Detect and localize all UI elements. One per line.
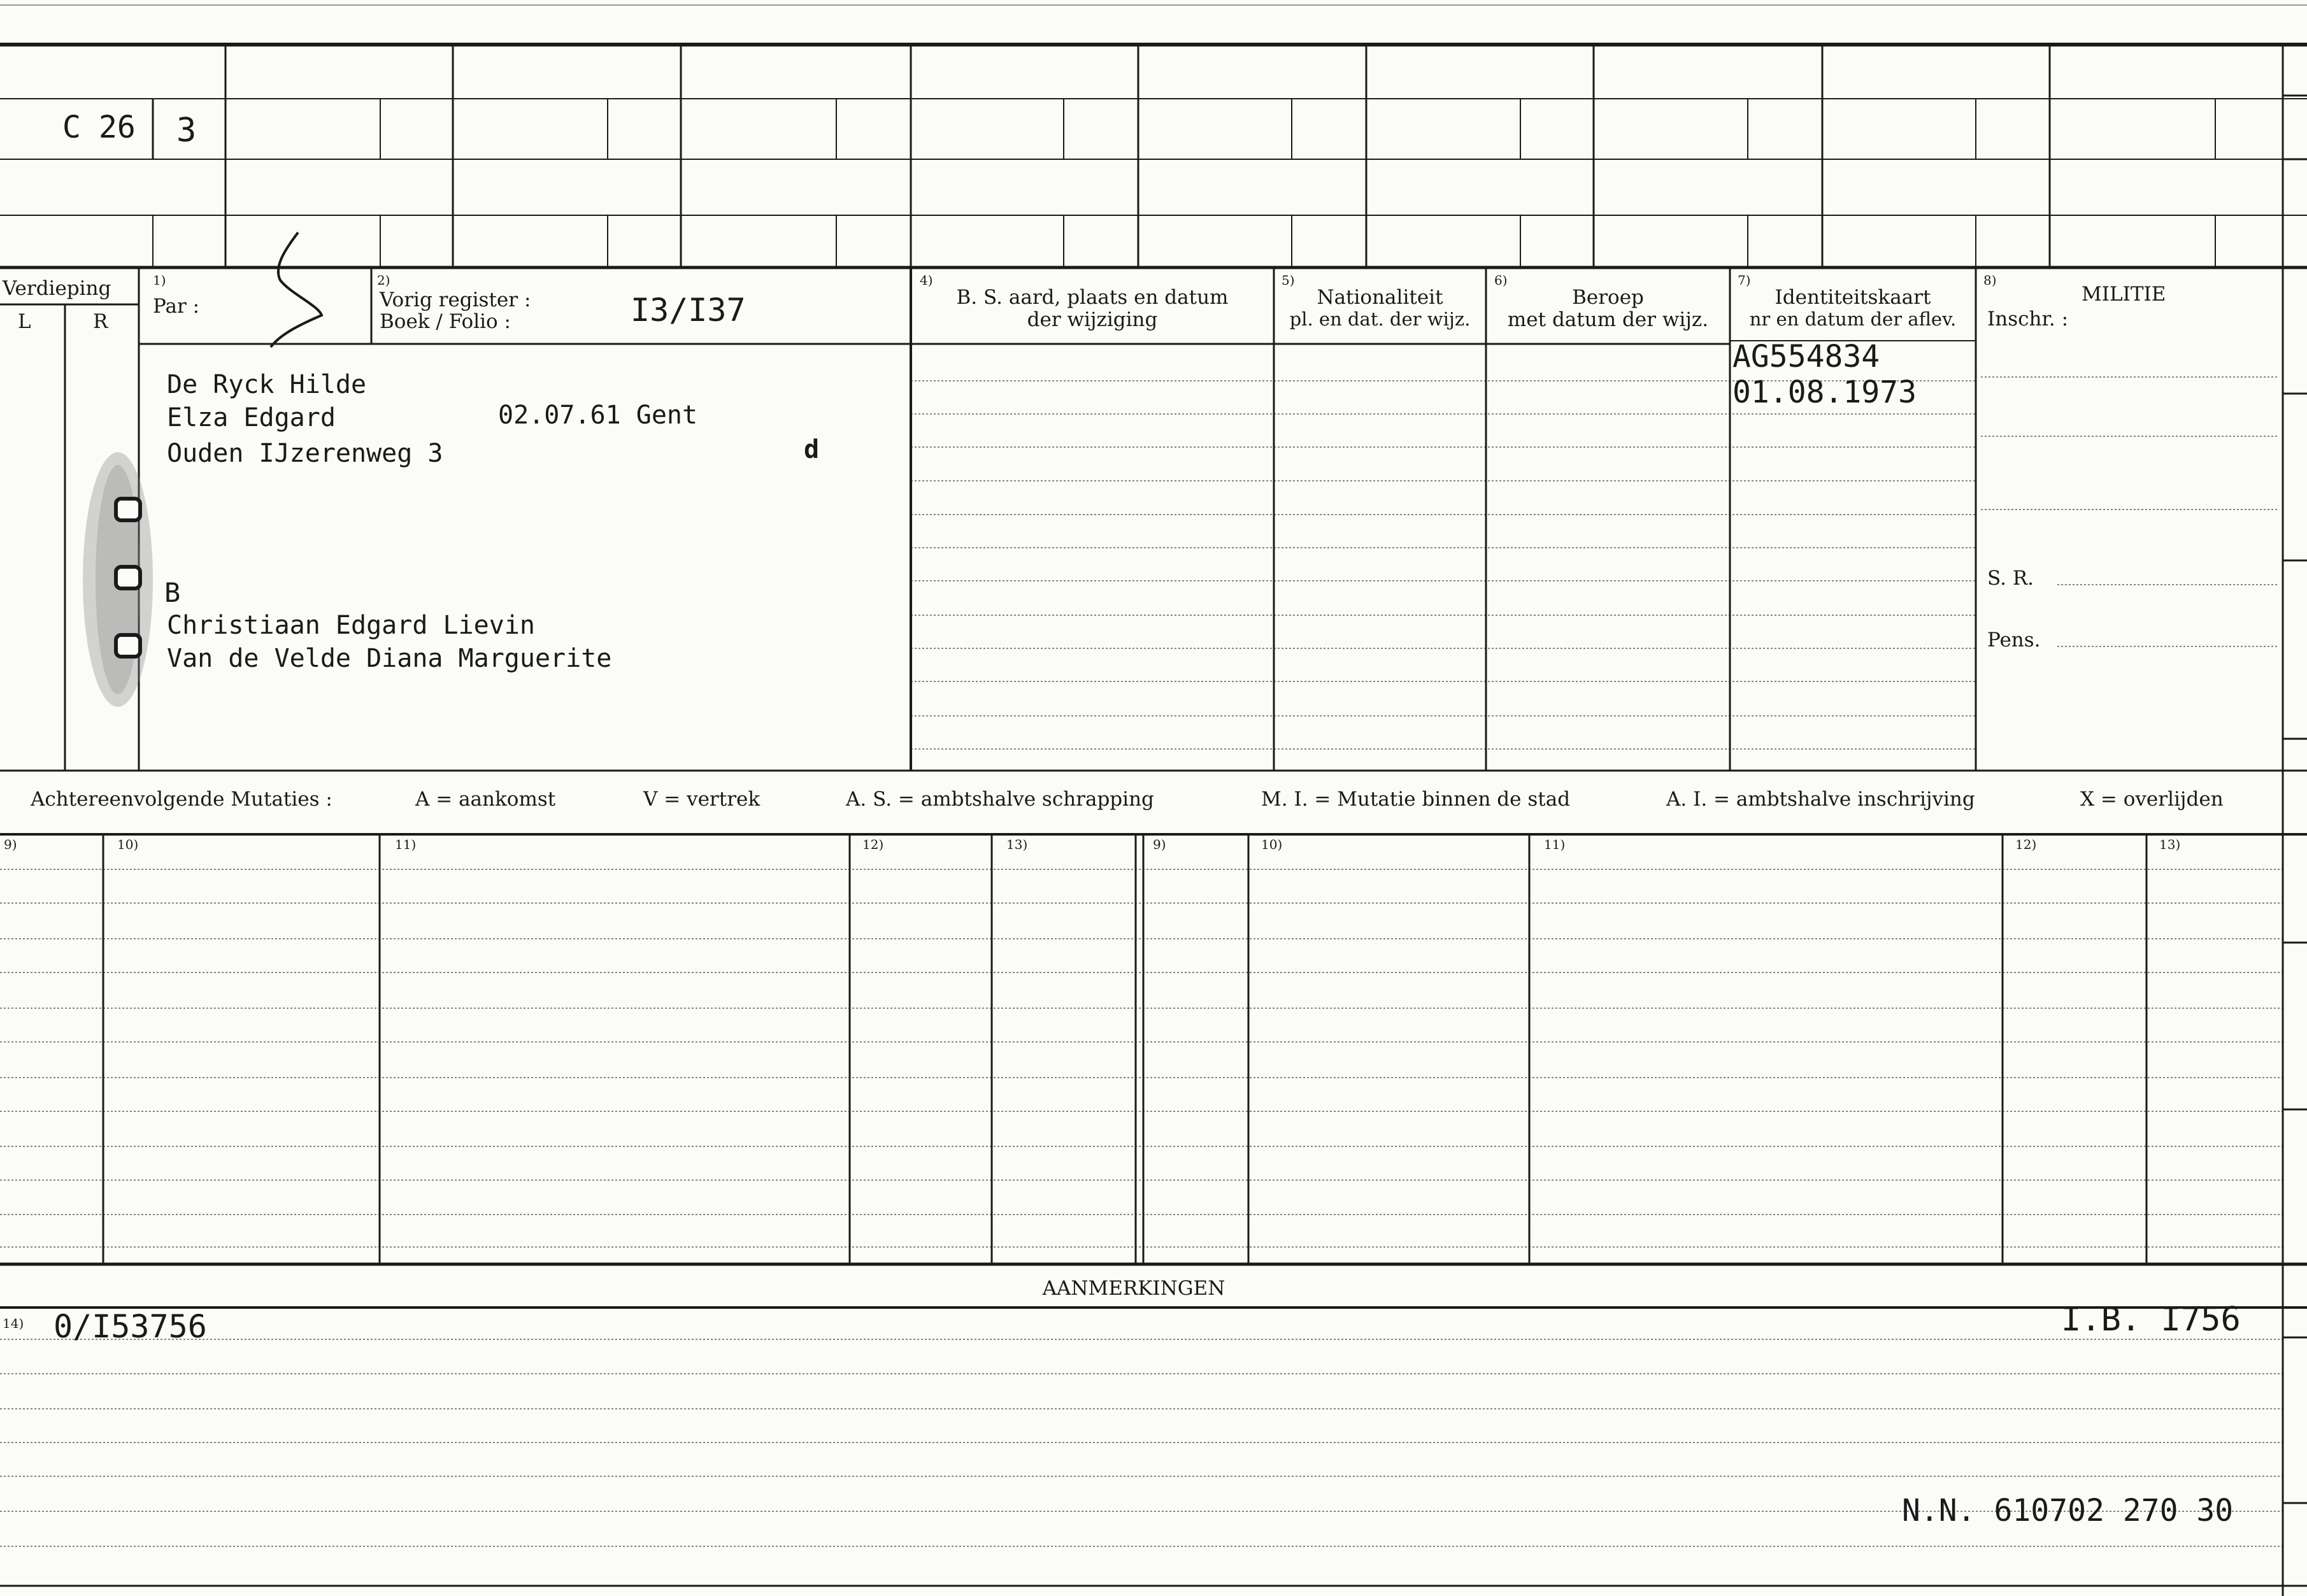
aanmerkingen-ref: 0/I53756	[54, 1308, 207, 1345]
person-mother: Van de Velde Diana Marguerite	[167, 644, 612, 673]
sr-label: S. R.	[1987, 567, 2034, 590]
col-num-10b: 10)	[1261, 837, 1283, 852]
person-name: De Ryck Hilde	[167, 370, 367, 399]
id-header-line2: nr en datum der aflev.	[1749, 308, 1957, 330]
mutaties-title: Achtereenvolgende Mutaties :	[31, 788, 332, 811]
aanmerkingen-num: 14)	[3, 1316, 24, 1331]
aanmerkingen-nn: N.N. 610702 270 30	[1902, 1493, 2234, 1528]
col-num-13b: 13)	[2159, 837, 2181, 852]
mutatie-ai: A. I. = ambtshalve inschrijving	[1666, 788, 1975, 811]
id-card-number: AG554834	[1732, 339, 1880, 374]
register-num: 2)	[377, 273, 390, 288]
aanmerkingen-title: AANMERKINGEN	[1042, 1277, 1225, 1300]
mutatie-a: A = aankomst	[415, 788, 556, 811]
person-father: Christiaan Edgard Lievin	[167, 611, 535, 640]
col-num-11b: 11)	[1544, 837, 1566, 852]
bs-num: 4)	[920, 273, 933, 288]
code-digit: 3	[176, 111, 197, 150]
aanmerkingen-ib: I.B. I756	[2061, 1300, 2241, 1339]
register-label: Vorig register :	[380, 289, 531, 311]
verdieping-r: R	[93, 310, 108, 333]
person-first-names: Elza Edgard	[167, 403, 336, 432]
col-num-12: 12)	[862, 837, 884, 852]
punch-holes	[83, 452, 153, 707]
col-num-9: 9)	[4, 837, 17, 852]
militie-num: 8)	[1983, 273, 1997, 288]
person-b-mark: B	[164, 577, 181, 608]
nat-num: 5)	[1282, 273, 1295, 288]
mutatie-as: A. S. = ambtshalve schrapping	[846, 788, 1154, 811]
id-num: 7)	[1738, 273, 1751, 288]
mutatie-v: V = vertrek	[643, 788, 761, 811]
mutatie-mi: M. I. = Mutatie binnen de stad	[1261, 788, 1571, 811]
par-num: 1)	[153, 273, 166, 288]
id-card-date: 01.08.1973	[1732, 374, 1917, 410]
militie-header: MILITIE	[2082, 283, 2166, 306]
beroep-header-line2: met datum der wijz.	[1507, 308, 1709, 331]
code-letter: C	[62, 110, 81, 145]
col-num-11: 11)	[395, 837, 417, 852]
bs-header-line1: B. S. aard, plaats en datum	[956, 286, 1229, 309]
code-number: 26	[99, 110, 136, 145]
col-num-10: 10)	[117, 837, 139, 852]
beroep-header-line1: Beroep	[1572, 286, 1644, 309]
verdieping-header: Verdieping	[3, 277, 111, 300]
folio-label: Boek / Folio :	[380, 310, 511, 333]
id-header-line1: Identiteitskaart	[1775, 286, 1931, 309]
col-num-9b: 9)	[1153, 837, 1166, 852]
person-address: Ouden IJzerenweg 3	[167, 439, 443, 468]
par-label: Par :	[153, 295, 200, 318]
nat-header-line2: pl. en dat. der wijz.	[1289, 308, 1471, 330]
nat-header-line1: Nationaliteit	[1317, 286, 1443, 309]
col-num-13: 13)	[1006, 837, 1028, 852]
person-mark: d	[804, 435, 820, 464]
bs-header-line2: der wijziging	[1027, 308, 1158, 331]
person-birth: 02.07.61 Gent	[498, 401, 698, 430]
pens-label: Pens.	[1987, 629, 2041, 652]
col-num-12b: 12)	[2015, 837, 2037, 852]
register-value: I3/I37	[631, 292, 746, 329]
mutatie-x: X = overlijden	[2080, 788, 2224, 811]
verdieping-l: L	[18, 310, 31, 333]
beroep-num: 6)	[1494, 273, 1508, 288]
inschr-label: Inschr. :	[1987, 308, 2069, 331]
